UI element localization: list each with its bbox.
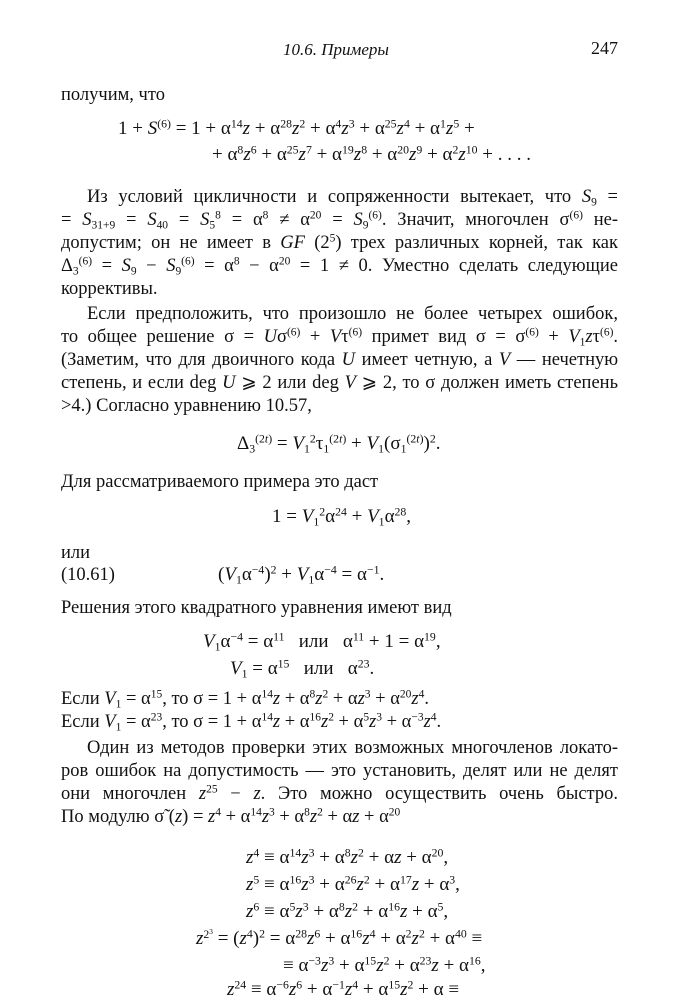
equation-number: (10.61) [61, 565, 115, 585]
para2-text-c: (Заметим, что для двоичного кода [61, 350, 336, 370]
case2-if: Если [61, 712, 100, 732]
para1-line5: коррективы. [61, 279, 158, 299]
or-word: или [61, 543, 91, 563]
para4-line: Решения этого квадратного уравнения имеют вид [61, 598, 452, 618]
para1-text-e: трех различных корней, так как [350, 233, 618, 253]
para2-text-d: имеет четную, а [361, 350, 493, 370]
equation-v1-quadratic: $1 = V_1^2\alpha^{24} + V_1\alpha^{28}$, [272, 505, 412, 529]
para1-line3: допустим; он не имеет в GF $(2^5)$ трех различных корней, так как [61, 232, 618, 253]
para2-text-i: Согласно уравнению 10.57, [96, 396, 312, 416]
para5-line4: По модулю σ̃ $(z) = z^4 + \alpha^{14}z^3 + \alpha^8z^2 + \alpha z + \alpha^{20}$ [61, 806, 401, 827]
para1-text-a: Из условий цикличности и сопряженности вытекает, что [87, 187, 572, 207]
equation-10-61: $(V_1\alpha^{-4})^2 + V_1\alpha^{-4} = \alpha^{-1}$. [218, 563, 385, 587]
congruence-z24-a: $z^{24} \equiv \alpha^{-6}z^6 + \alpha^{-1}z^4 + \alpha^{15}z^2 + \alpha$ ≡ [227, 978, 460, 1000]
para5-line3: они многочлен $z^{25} - z$. Это можно осуществить очень быстро. [61, 783, 618, 804]
para5-text-a: они многочлен [61, 784, 187, 804]
para1-line1: Из условий цикличности и сопряженности вытекает, что $S_9$ = [87, 187, 618, 209]
para2-text-h: , то σ должен иметь степень [392, 373, 619, 393]
solution-or-1: или [298, 631, 329, 652]
intro-line: получим, что [61, 85, 165, 105]
section-title: 10.6. Примеры [283, 40, 389, 59]
para2-text-f: степень, и если deg [61, 373, 217, 393]
para2-text-a: то общее решение [61, 327, 215, 347]
solution-line1: $V_1\alpha^{-4} = \alpha^{11}$ или $\alpha^{11} + 1 = \alpha^{19}$, [203, 630, 441, 654]
para1-line4: $\Delta_3^{(6)} = S_9 - S_9^{(6)} = \alpha^8 - \alpha^{20} = 1 \ne 0$. Уместно сделать следующие [61, 255, 618, 278]
case1-if: Если [61, 689, 100, 709]
para1-text-b: . Значит, многочлен [381, 210, 549, 230]
congruence-z8-b: ≡ $\alpha^{-3}z^3 + \alpha^{15}z^2 + \alpha^{23}z + \alpha^{16}$, [283, 954, 486, 976]
equation-delta3: $\Delta_3^{(2t)} = V_1^2\tau_1^{(2t)} + V_1(\sigma_1^{(2t)})^2$. [237, 432, 441, 456]
case2-then: , то [162, 712, 189, 732]
case-line2: Если $V_1 = \alpha^{23}$, то $\sigma = 1 + \alpha^{14}z + \alpha^{16}z^2 + \alpha^5z^3 + \alpha^{-3}z^4$. [61, 711, 442, 734]
solution-or-2: или [303, 658, 334, 679]
para1-text-d: допустим; он не имеет в [61, 233, 272, 253]
para2-line2: то общее решение $\sigma = U\sigma^{(6)} + V\tau^{(6)}$ примет вид $\sigma = \sigma^{(6)} + V_1z\tau^{(6)}$. [61, 326, 619, 349]
para2-line5: >4.) Согласно уравнению 10.57, [61, 396, 312, 416]
para2-line3: (Заметим, что для двоичного кода U имеет четную, а V — нечетную [61, 350, 619, 370]
para2-text-b: примет вид [371, 327, 467, 347]
para1-text-c: не- [593, 210, 619, 230]
para5-line2: ров ошибок на допустимость — это установить, делят или не делят [61, 761, 618, 781]
page-number: 247 [591, 38, 618, 58]
equation-s6-line2: + $\alpha^8z^6 + \alpha^{25}z^7 + \alpha^{19}z^8 + \alpha^{20}z^9 + \alpha^2z^{10}$ + . . . . [212, 143, 532, 165]
para3-line: Для рассматриваемого примера это даст [61, 472, 379, 492]
para2-text-g: или deg [277, 373, 339, 393]
para5-line1: Один из методов проверки этих возможных многочленов локато- [87, 738, 618, 758]
running-header [0, 38, 680, 64]
para1-text-f: . Уместно сделать следующие [367, 256, 618, 276]
para2-text-e: — нечетную [516, 350, 619, 370]
para2-line1: Если предположить, что произошло не более четырех ошибок, [87, 304, 618, 324]
congruence-z4: $z^4 \equiv \alpha^{14}z^3 + \alpha^8z^2 + \alpha z + \alpha^{20}$, [246, 846, 449, 868]
para5-text-b: . Это можно осуществить очень быстро. [260, 784, 618, 804]
solution-line2: $V_1 = \alpha^{15}$ или $\alpha^{23}$. [230, 657, 375, 681]
para2-line4: степень, и если deg U ⩾ 2 или deg V ⩾ 2, то σ должен иметь степень [61, 373, 619, 393]
congruence-z5: $z^5 \equiv \alpha^{16}z^3 + \alpha^{26}z^2 + \alpha^{17}z + \alpha^3$, [246, 873, 460, 895]
para1-line2: = $S_{31+9} = S_{40} = S_5^8 = \alpha^8 \ne \alpha^{20} = S_9^{(6)}$. Значит, многочлен $\sigma^{(6)}$ не- [61, 209, 619, 232]
congruence-z8-a: $z^{2^3} = (z^4)^2 = \alpha^{28}z^6 + \alpha^{16}z^4 + \alpha^2z^2 + \alpha^{40}$ ≡ [196, 926, 483, 949]
para5-text-c: По модулю [61, 807, 150, 827]
case-line1: Если $V_1 = \alpha^{15}$, то $\sigma = 1 + \alpha^{14}z + \alpha^8z^2 + \alpha z^3 + \alpha^{20}z^4$. [61, 688, 429, 711]
case1-then: , то [162, 689, 189, 709]
congruence-z6: $z^6 \equiv \alpha^5z^3 + \alpha^8z^2 + \alpha^{16}z + \alpha^5$, [246, 900, 449, 922]
equation-s6-line1: $1 + S^{(6)} = 1 + \alpha^{14}z + \alpha^{28}z^2 + \alpha^4z^3 + \alpha^{25}z^4 + \alpha^1z^5$ + [118, 117, 475, 139]
